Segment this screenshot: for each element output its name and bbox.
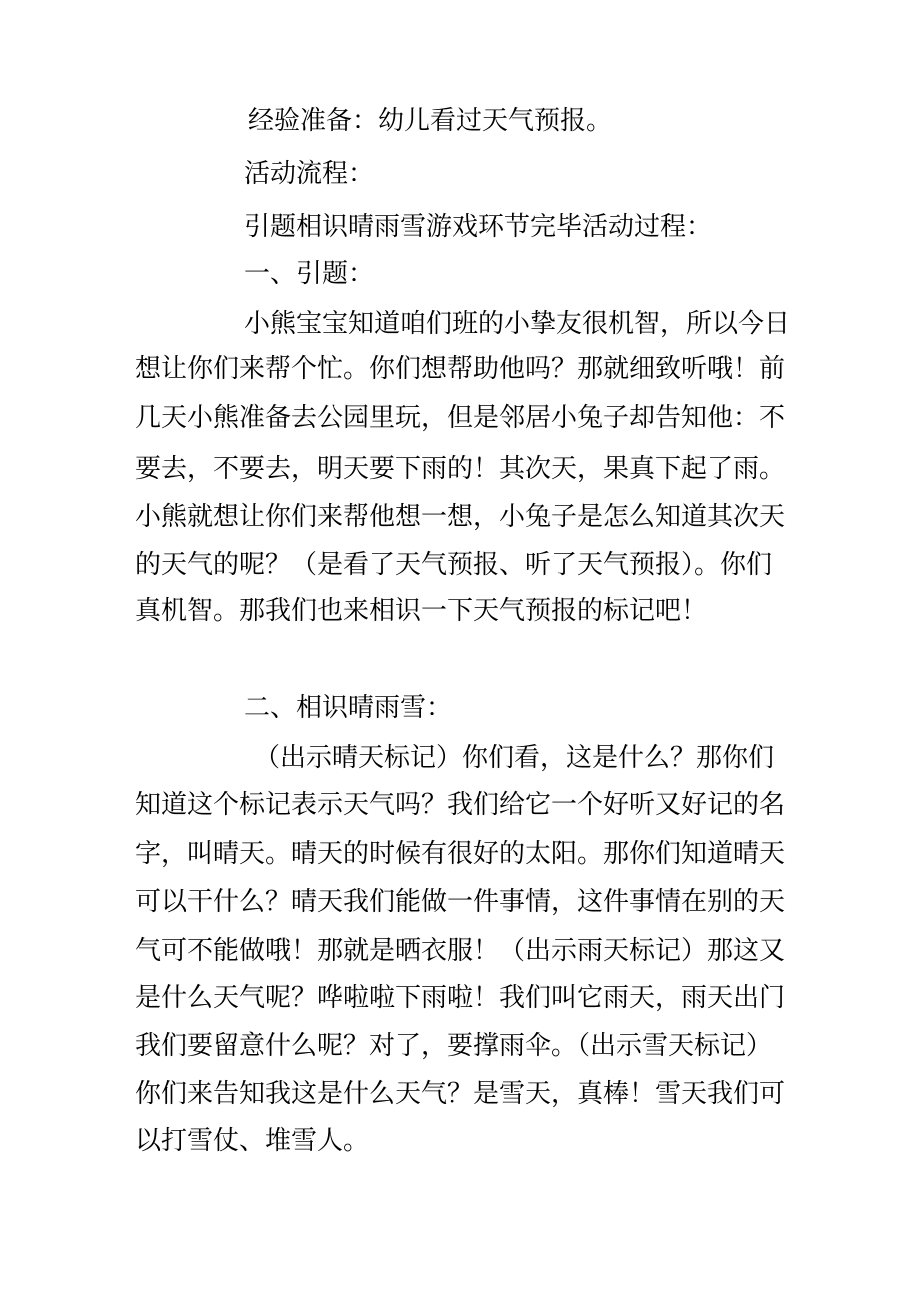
section2-line: 你们来告知我这是什么天气？是雪天，真棒！雪天我们可 [135,1079,786,1109]
section2-line: 气可不能做哦！那就是晒衣服！（出示雨天标记）那这又 [135,936,786,966]
section2-line: 是什么天气呢？哗啦啦下雨啦！我们叫它雨天，雨天出门 [135,983,786,1013]
section1-title: 一、引题： [244,259,375,289]
section2-line: 知道这个标记表示天气吗？我们给它一个好听又好记的名 [135,790,786,820]
section1-line: 小熊就想让你们来帮他想一想，小兔子是怎么知道其次天 [135,502,786,532]
section1-line: 想让你们来帮个忙。你们想帮助他吗？那就细致听哦！前 [135,354,786,384]
experience-preparation: 经验准备：幼儿看过天气预报。 [248,106,613,136]
section2-line: （出示晴天标记）你们看，这是什么？那你们 [254,743,775,773]
section2-line: 可以干什么？晴天我们能做一件事情，这件事情在别的天 [135,887,786,917]
section1-line: 要去，不要去，明天要下雨的！其次天，果真下起了雨。 [135,454,786,484]
section1-line: 几天小熊准备去公园里玩，但是邻居小兔子却告知他：不 [135,403,786,433]
section1-line: 的天气的呢？（是看了天气预报、听了天气预报）。你们 [135,550,773,580]
process-title: 活动流程： [244,159,375,189]
section2-title: 二、相识晴雨雪： [244,693,453,723]
section1-line: 真机智。那我们也来相识一下天气预报的标记吧！ [135,596,708,626]
process-steps: 引题相识晴雨雪游戏环节完毕活动过程： [244,212,713,242]
section2-line: 字，叫晴天。晴天的时候有很好的太阳。那你们知道晴天 [135,839,786,869]
section1-line: 小熊宝宝知道咱们班的小挚友很机智，所以今日 [244,309,791,339]
section2-line: 以打雪仗、堆雪人。 [135,1126,370,1156]
section2-line: 我们要留意什么呢？对了，要撑雨伞。（出示雪天标记） [135,1031,773,1061]
